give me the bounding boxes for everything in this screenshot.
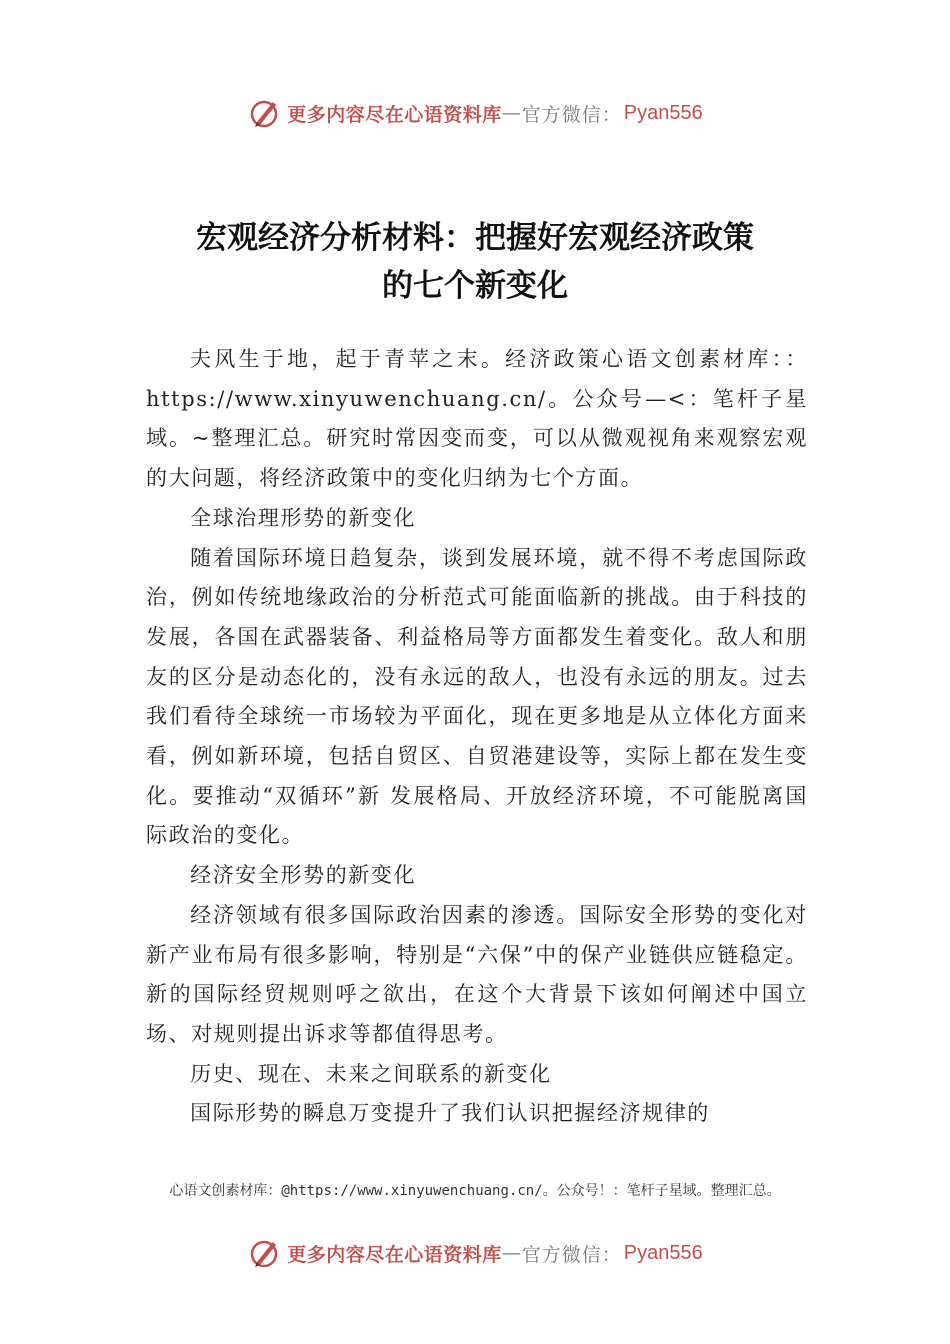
header-banner — [0, 93, 950, 133]
paragraph-global-governance: 随着国际环境日趋复杂，谈到发展环境，就不得不考虑国际政治，例如传统地缘政治的分析范式可能面临新的挑战。由于科技的发展，各国在武器装备、利益格局等方面都发生着变化。敌人和朋友的区分是动态化的，没有永远的敌人，也没有永远的朋友。过去我们看待全球统一市场较为平面化，现在更多地是从立体化方面来看，例如新环境，包括自贸区、自贸港建设等，实际上都在发生变化。要推动“双循环”新 发展格局、开放经济环境，不可能脱离国际政治的变化。 — [146, 545, 808, 848]
paragraph-history-future: 国际形势的瞬息万变提升了我们认识把握经济规律的 — [190, 1101, 710, 1126]
document-title — [120, 214, 830, 310]
paragraph-economic-security: 经济领域有很多国际政治因素的渗透。国际安全形势的变化对新产业布局有很多影响，特别是“六保”中的保产业链供应链稳定。新的国际经贸规则呼之欲出，在这个大背景下该如何阐述中国立场、对规则提出诉求等都值得思考。 — [146, 902, 808, 1046]
title-line-1: 宏观经济分析材料：把握好宏观经济政策 — [196, 220, 754, 256]
document-body — [146, 340, 808, 1134]
intro-paragraph: 夫风生于地，起于青苹之末。经济政策心语文创素材库：：https://www.xinyuwenchuang.cn/。公众号—<：笔杆子星域。~整理汇总。研究时常因变而变，可以从微观视角来观察宏观的大问题，将经济政策中的变化归纳为七个方面。 — [146, 347, 808, 491]
banner-site-text: 更多内容尽在心语资料库 — [287, 103, 502, 126]
title-line-2: 的七个新变化 — [382, 268, 568, 304]
banner-dash: — — [501, 1242, 522, 1264]
pen-brush-logo-icon — [247, 96, 281, 130]
banner-site-text: 更多内容尽在心语资料库 — [287, 1243, 502, 1266]
pen-brush-logo-icon — [247, 1236, 281, 1270]
banner-wechat-id: Pyan556 — [623, 1241, 703, 1264]
section-heading-global-governance: 全球治理形势的新变化 — [190, 505, 417, 530]
banner-dash: — — [501, 102, 522, 124]
banner-wechat-label: 官方微信： — [521, 103, 622, 126]
section-heading-history-future: 历史、现在、未来之间联系的新变化 — [190, 1061, 552, 1086]
banner-wechat-label: 官方微信： — [521, 1243, 622, 1266]
footer-banner — [0, 1233, 950, 1273]
section-heading-economic-security: 经济安全形势的新变化 — [190, 863, 417, 888]
banner-wechat-id: Pyan556 — [623, 101, 703, 124]
footer-note: 心语文创素材库：@https://www.xinyuwenchuang.cn/。公众号！：笔杆子星域。整理汇总。 — [169, 1183, 781, 1199]
